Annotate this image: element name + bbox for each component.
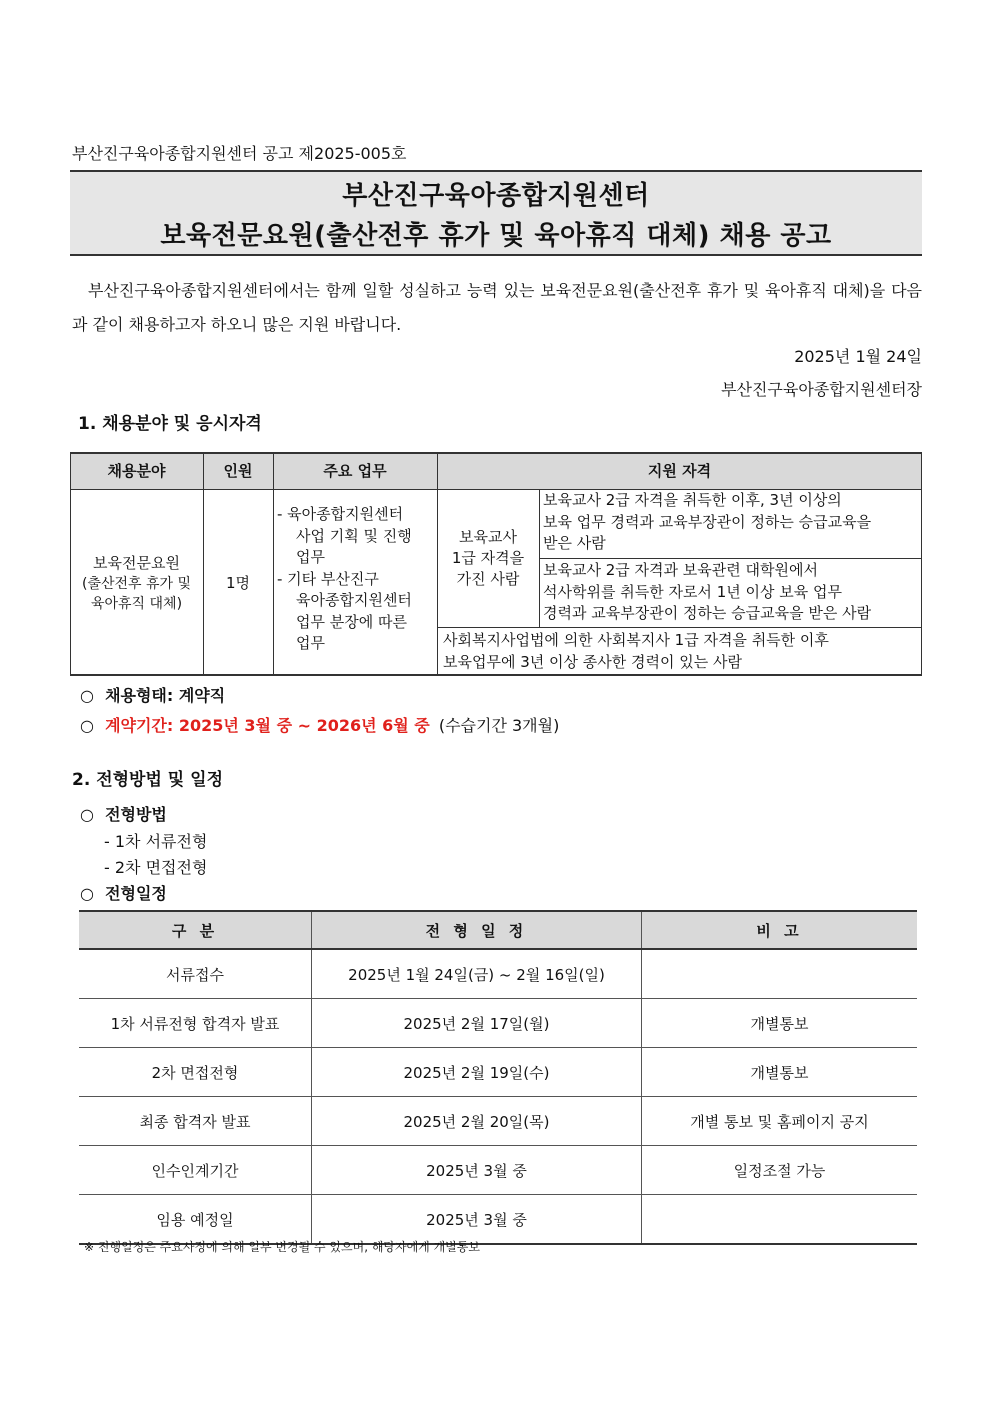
probation-period: (수습기간 3개월) (438, 716, 560, 735)
duty-line: - 육아종합지원센터 (277, 505, 404, 523)
schedule-header: 비 고 (642, 911, 918, 949)
duty-line: 사업 기획 및 진행 (296, 526, 412, 545)
qual-line: 보육 업무 경력과 교육부장관이 정하는 승급교육을 (543, 512, 872, 531)
qual-line: 보육업무에 3년 이상 종사한 경력이 있는 사람 (443, 653, 742, 671)
qual-group-line: 1급 자격을 (451, 549, 525, 567)
table-rule (70, 489, 922, 490)
schedule-note: 개별 통보 및 홈페이지 공지 (642, 1097, 918, 1146)
schedule-header: 구 분 (79, 911, 312, 949)
intro-paragraph: 부산진구육아종합지원센터에서는 함께 일할 성실하고 능력 있는 보육전문요원(출산전후 휴가 및 육아휴직 대체)을 다음과 같이 채용하고자 하오니 많은 지원 바랍니다. (72, 281, 922, 334)
footnote: ※ 진행일정은 주요사정에 의해 일부 변경될 수 있으며, 해당자에게 개별통보 (84, 1240, 480, 1254)
header-count: 인원 (203, 452, 273, 489)
table-rule (437, 452, 438, 675)
count-cell: 1명 (225, 573, 251, 592)
method-label-row (80, 802, 167, 825)
table-rule (70, 452, 71, 675)
schedule-date: 2025년 2월 17일(월) (312, 999, 642, 1048)
field-line: 육아휴직 대체) (90, 595, 183, 612)
table-rule (203, 452, 204, 675)
qual-line: 경력과 교육부장관이 정하는 승급교육을 받은 사람 (543, 604, 872, 622)
qual-group-cell (437, 489, 539, 628)
table-row (79, 1195, 917, 1245)
qual-1-cell (543, 490, 922, 555)
duty-line: 업무 (296, 548, 325, 566)
qual-group-line: 가진 사람 (456, 570, 520, 588)
schedule-header: 전 형 일 정 (312, 911, 642, 949)
signer: 부산진구육아종합지원센터장 (721, 380, 922, 399)
schedule-stage: 서류접수 (79, 949, 312, 999)
duty-line: 육아종합지원센터 (296, 591, 412, 609)
method-item: - 2차 면접전형 (104, 858, 208, 877)
table-row (79, 999, 917, 1048)
section-1-heading: 1. 채용분야 및 응시자격 (78, 414, 262, 434)
schedule-date: 2025년 2월 20일(목) (312, 1097, 642, 1146)
qual-3-cell (443, 629, 922, 673)
schedule-date: 2025년 3월 중 (312, 1195, 642, 1245)
qual-line: 사회복지사업법에 의한 사회복지사 1급 자격을 취득한 이후 (443, 631, 829, 649)
schedule-note: 개별통보 (642, 1048, 918, 1097)
table-rule (921, 452, 922, 675)
duty-line: 업무 (296, 634, 325, 652)
table-row (79, 1048, 917, 1097)
schedule-date: 2025년 1월 24일(금) ~ 2월 16일(일) (312, 949, 642, 999)
bullet-circle: ○ (80, 716, 94, 735)
header-duties: 주요 업무 (273, 452, 437, 489)
table-rule (437, 627, 922, 628)
document-number: 부산진구육아종합지원센터 공고 제2025-005호 (72, 144, 407, 163)
header-field: 채용분야 (70, 452, 203, 489)
schedule-stage: 인수인계기간 (79, 1146, 312, 1195)
schedule-stage: 임용 예정일 (79, 1195, 312, 1245)
schedule-label-row (80, 881, 167, 904)
qual-2-cell (543, 560, 922, 625)
table-rule (539, 489, 540, 628)
qual-line: 보육교사 2급 자격과 보육관련 대학원에서 (543, 561, 818, 579)
table-row (79, 949, 917, 999)
contract-period: 계약기간: 2025년 3월 중 ~ 2026년 6월 중 (105, 716, 430, 735)
employment-type: 채용형태: 계약직 (105, 686, 226, 705)
schedule-stage: 1차 서류전형 합격자 발표 (79, 999, 312, 1048)
qual-line: 석사학위를 취득한 자로서 1년 이상 보육 업무 (543, 582, 842, 601)
schedule-label: 전형일정 (105, 884, 167, 903)
qual-line: 받은 사람 (543, 534, 606, 552)
table-row (79, 1097, 917, 1146)
title-box (70, 170, 922, 256)
contract-period-row (80, 713, 559, 736)
duty-line: 업무 분장에 따른 (296, 612, 407, 631)
schedule-note (642, 949, 918, 999)
qual-group-line: 보육교사 (459, 528, 517, 546)
schedule-table (79, 910, 917, 1245)
table-row (79, 1146, 917, 1195)
announcement-date: 2025년 1월 24일 (794, 347, 922, 366)
duties-cell (273, 504, 437, 655)
qual-line: 보육교사 2급 자격을 취득한 이후, 3년 이상의 (543, 491, 842, 509)
bullet-circle: ○ (80, 805, 94, 824)
schedule-date: 2025년 3월 중 (312, 1146, 642, 1195)
schedule-note: 개별통보 (642, 999, 918, 1048)
employment-type-row (80, 683, 225, 706)
schedule-date: 2025년 2월 19일(수) (312, 1048, 642, 1097)
table-rule (70, 674, 922, 676)
title-line-1: 부산진구육아종합지원센터 (342, 181, 650, 211)
section-2-heading: 2. 전형방법 및 일정 (72, 770, 223, 790)
header-qualification: 지원 자격 (437, 452, 922, 489)
table-rule (70, 452, 922, 454)
schedule-stage: 2차 면접전형 (79, 1048, 312, 1097)
bullet-circle: ○ (80, 884, 94, 903)
field-cell (70, 489, 203, 675)
bullet-circle: ○ (80, 686, 94, 705)
field-line: 보육전문요원 (93, 553, 180, 572)
table-rule (273, 452, 274, 675)
schedule-note (642, 1195, 918, 1245)
method-label: 전형방법 (105, 805, 167, 824)
recruitment-table (70, 452, 922, 675)
field-line: (출산전후 휴가 및 (81, 575, 192, 592)
table-rule (539, 558, 922, 559)
duty-line: - 기타 부산진구 (277, 569, 379, 588)
schedule-stage: 최종 합격자 발표 (79, 1097, 312, 1146)
title-line-2: 보육전문요원(출산전후 휴가 및 육아휴직 대체) 채용 공고 (160, 221, 832, 251)
method-item: - 1차 서류전형 (104, 832, 208, 851)
schedule-note: 일정조절 가능 (642, 1146, 918, 1195)
